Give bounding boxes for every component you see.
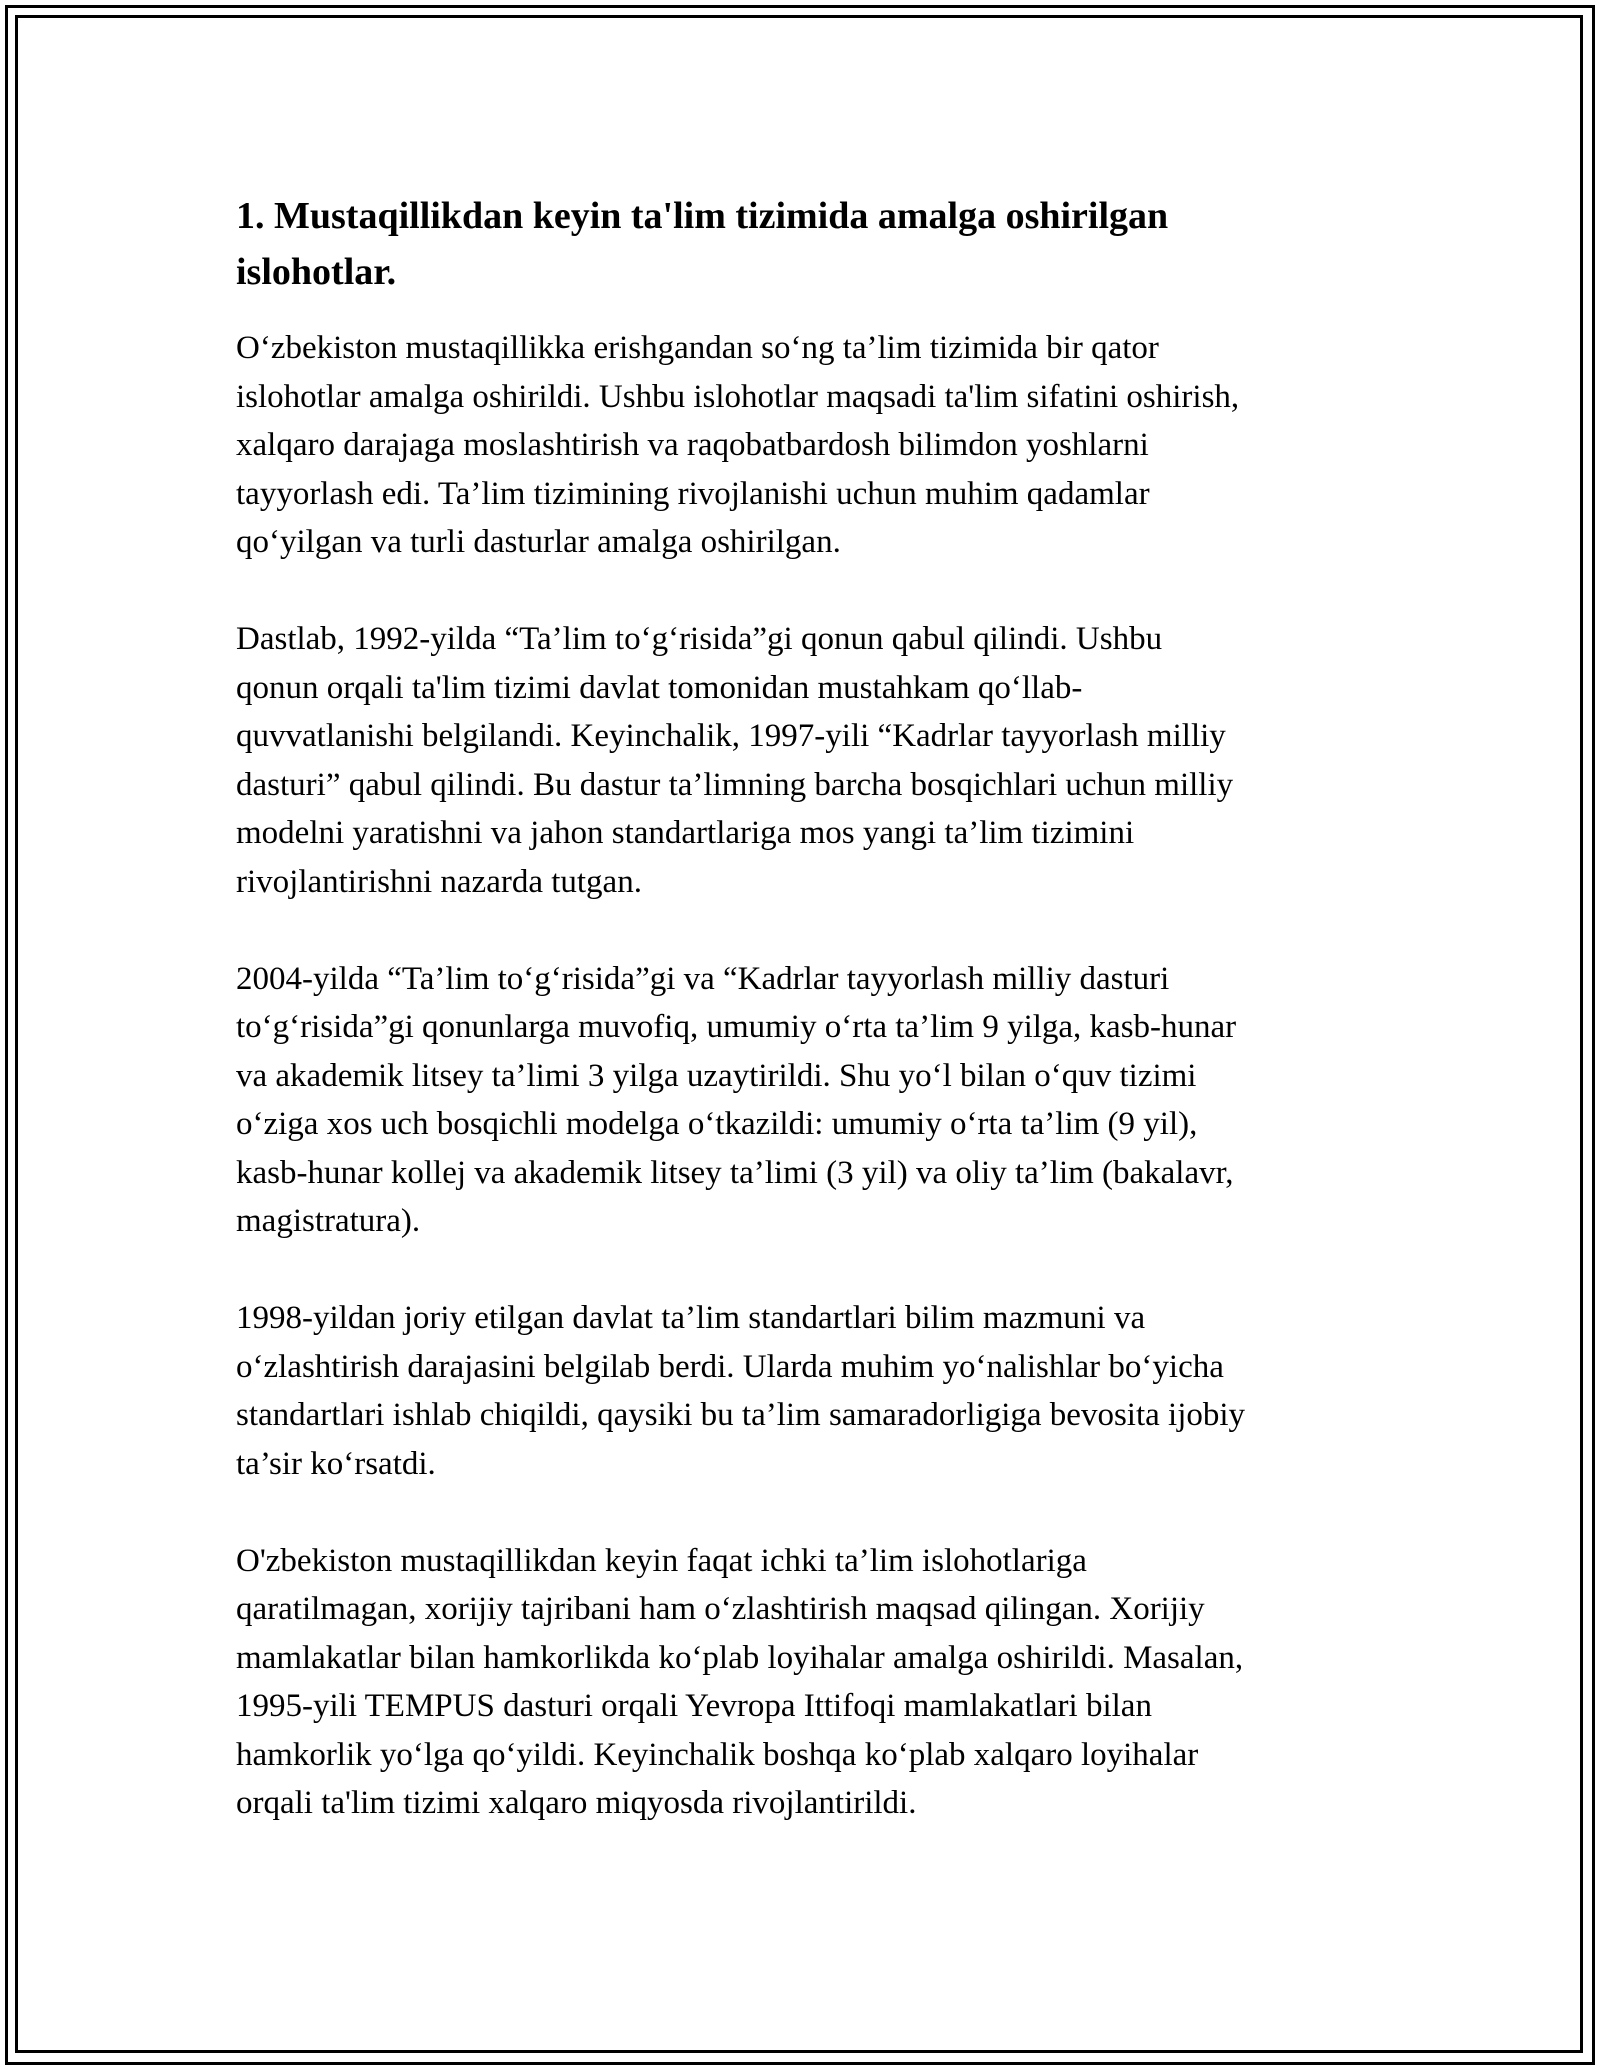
paragraph-5: O'zbekiston mustaqillikdan keyin faqat ichki ta’lim islohotlariga qaratilmagan, xorijiy tajribani ham o‘zlashtirish maqsad qilingan. Xorijiy mamlakatlar bilan hamkorlikda ko‘plab loyihalar amalga oshirildi. Masalan, 1995-yili TEMPUS dasturi orqali Yevropa Ittifoqi mamlakatlari bilan hamkorlik yo‘lga qo‘yildi. Keyinchalik boshqa ko‘plab xalqaro loyihalar orqali ta'lim tizimi xalqaro miqyosda rivojlantirildi. — [236, 1542, 1244, 1821]
document-body — [236, 188, 1366, 1876]
paragraph-2: Dastlab, 1992-yilda “Ta’lim to‘g‘risida”gi qonun qabul qilindi. Ushbu qonun orqali ta'lim tizimi davlat tomonidan mustahkam qo‘llab- quvvatlanishi belgilandi. Keyinchalik, 1997-yili “Kadrlar tayyorlash milliy dasturi” qabul qilindi. Bu dastur ta’limning barcha bosqichlari uchun milliy modelni yaratishni va jahon standartlariga mos yangi ta’lim tizimini rivojlantirishni nazarda tutgan. — [236, 621, 1234, 900]
paragraph-4: 1998-yildan joriy etilgan davlat ta’lim standartlari bilim mazmuni va o‘zlashtirish darajasini belgilab berdi. Ularda muhim yo‘nalishlar bo‘yicha standartlari ishlab chiqildi, qaysiki bu ta’lim samaradorligiga bevosita ijobiy ta’sir ko‘rsatdi. — [236, 1300, 1246, 1482]
paragraph-1: O‘zbekiston mustaqillikka erishgandan so‘ng ta’lim tizimida bir qator islohotlar amalga oshirildi. Ushbu islohotlar maqsadi ta'lim sifatini oshirish, xalqaro darajaga moslashtirish va raqobatbardosh bilimdon yoshlarni tayyorlash edi. Ta’lim tizimining rivojlanishi uchun muhim qadamlar qo‘yilgan va turli dasturlar amalga oshirilgan. — [236, 330, 1240, 560]
paragraph-3: 2004-yilda “Ta’lim to‘g‘risida”gi va “Kadrlar tayyorlash milliy dasturi to‘g‘risida”gi qonunlarga muvofiq, umumiy o‘rta ta’lim 9 yilga, kasb-hunar va akademik litsey ta’limi 3 yilga uzaytirildi. Shu yo‘l bilan o‘quv tizimi o‘ziga xos uch bosqichli modelga o‘tkazildi: umumiy o‘rta ta’lim (9 yil), kasb-hunar kollej va akademik litsey ta’limi (3 yil) va oliy ta’lim (bakalavr, magistratura). — [236, 960, 1237, 1239]
section-heading: 1. Mustaqillikdan keyin ta'lim tizimida amalga oshirilgan islohotlar. — [236, 195, 1169, 293]
